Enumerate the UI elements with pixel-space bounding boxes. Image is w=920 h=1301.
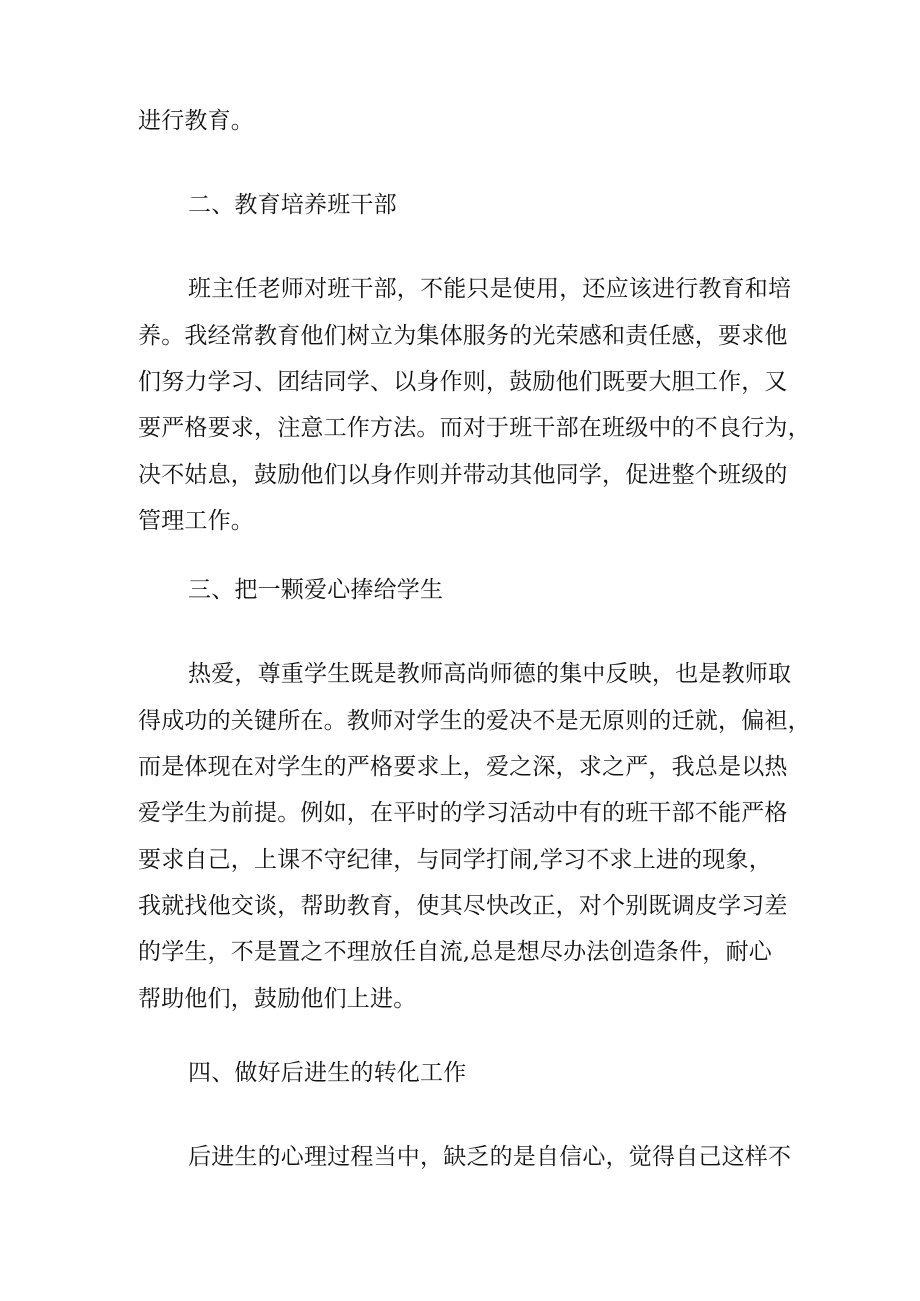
paragraph-line: 要求自己，上课不守纪律，与同学打闹,学习不求上进的现象， [138,847,772,873]
paragraph-line: 养。我经常教育他们树立为集体服务的光荣感和责任感，要求他 [138,323,788,349]
paragraph-line: 的学生，不是置之不理放任自流,总是想尽办法创造条件，耐心 [138,939,772,965]
paragraph-line: 决不姑息，鼓励他们以身作则并带动其他同学，促进整个班级的 [138,462,788,488]
paragraph-line: 后进生的心理过程当中，缺乏的是自信心，觉得自己这样不 [188,1144,792,1170]
paragraph-line: 管理工作。 [138,508,254,534]
paragraph-line: 得成功的关键所在。教师对学生的爱决不是无原则的迁就，偏袒， [138,708,811,734]
section-heading: 四、做好后进生的转化工作 [188,1060,467,1086]
paragraph-line: 班主任老师对班干部，不能只是使用，还应该进行教育和培 [188,276,792,302]
paragraph-line: 们努力学习、团结同学、以身作则，鼓励他们既要大胆工作，又 [138,369,788,395]
paragraph-line: 而是体现在对学生的严格要求上，爱之深，求之严，我总是以热 [138,754,788,780]
section-heading: 三、把一颗爱心捧给学生 [188,577,444,603]
paragraph-line: 帮助他们，鼓励他们上进。 [138,986,417,1012]
paragraph-line: 进行教育。 [138,108,254,134]
paragraph-line: 爱学生为前提。例如，在平时的学习活动中有的班干部不能严格 [138,800,788,826]
section-heading: 二、教育培养班干部 [188,192,397,218]
paragraph-line: 要严格要求，注意工作方法。而对于班干部在班级中的不良行为， [138,415,811,441]
paragraph-line: 我就找他交谈，帮助教育，使其尽快改正，对个别既调皮学习差 [138,893,788,919]
paragraph-line: 热爱，尊重学生既是教师高尚师德的集中反映，也是教师取 [188,661,792,687]
